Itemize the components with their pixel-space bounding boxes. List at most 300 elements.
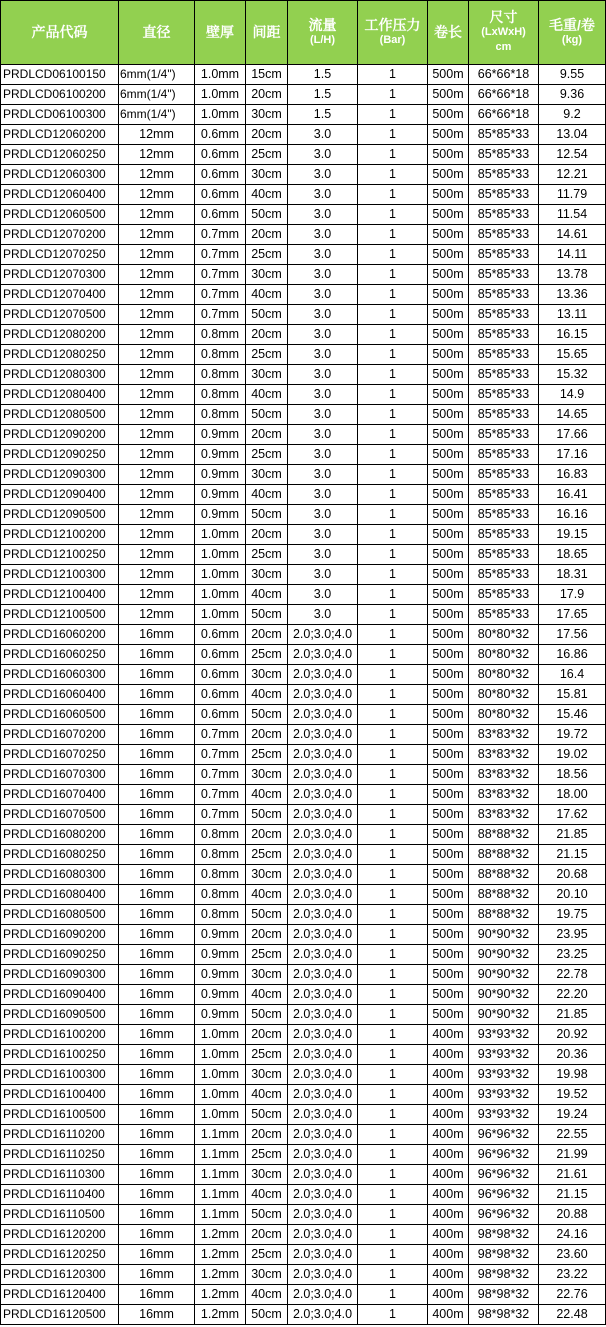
diameter-cell: 12mm (119, 445, 195, 465)
wall-cell: 1.0mm (195, 1025, 246, 1045)
size-cell: 85*85*33 (469, 285, 539, 305)
size-cell: 93*93*32 (469, 1105, 539, 1125)
flow-cell: 2.0;3.0;4.0 (288, 1085, 358, 1105)
diameter-cell: 12mm (119, 505, 195, 525)
wall-cell: 0.8mm (195, 365, 246, 385)
table-row (1, 1285, 606, 1305)
diameter-cell: 12mm (119, 565, 195, 585)
roll-length-cell: 500m (428, 105, 469, 125)
spacing-cell: 20cm (246, 225, 288, 245)
pressure-cell: 1 (358, 1165, 428, 1185)
weight-cell: 22.55 (539, 1125, 606, 1145)
diameter-cell: 12mm (119, 605, 195, 625)
wall-cell: 0.8mm (195, 385, 246, 405)
flow-cell: 2.0;3.0;4.0 (288, 1165, 358, 1185)
pressure-cell: 1 (358, 385, 428, 405)
flow-cell: 2.0;3.0;4.0 (288, 845, 358, 865)
wall-cell: 0.6mm (195, 625, 246, 645)
roll-length-cell: 400m (428, 1305, 469, 1325)
diameter-cell: 16mm (119, 1185, 195, 1205)
size-cell: 85*85*33 (469, 145, 539, 165)
table-row (1, 625, 606, 645)
weight-cell: 13.36 (539, 285, 606, 305)
pressure-cell: 1 (358, 265, 428, 285)
spacing-cell: 40cm (246, 985, 288, 1005)
diameter-cell: 12mm (119, 385, 195, 405)
spacing-cell: 20cm (246, 425, 288, 445)
table-row (1, 85, 606, 105)
table-row (1, 145, 606, 165)
header-wall: 壁厚 (195, 1, 246, 65)
flow-cell: 2.0;3.0;4.0 (288, 705, 358, 725)
flow-cell: 2.0;3.0;4.0 (288, 1005, 358, 1025)
size-cell: 85*85*33 (469, 265, 539, 285)
wall-cell: 1.2mm (195, 1245, 246, 1265)
size-cell: 88*88*32 (469, 825, 539, 845)
code-cell: PRDLCD16090400 (1, 985, 119, 1005)
pressure-cell: 1 (358, 505, 428, 525)
code-cell: PRDLCD12100200 (1, 525, 119, 545)
pressure-cell: 1 (358, 885, 428, 905)
pressure-cell: 1 (358, 325, 428, 345)
pressure-cell: 1 (358, 1065, 428, 1085)
diameter-cell: 16mm (119, 1045, 195, 1065)
roll-length-cell: 500m (428, 225, 469, 245)
size-cell: 96*96*32 (469, 1205, 539, 1225)
wall-cell: 0.7mm (195, 785, 246, 805)
roll-length-cell: 500m (428, 805, 469, 825)
size-cell: 98*98*32 (469, 1245, 539, 1265)
roll-length-cell: 500m (428, 125, 469, 145)
size-cell: 80*80*32 (469, 645, 539, 665)
table-row (1, 405, 606, 425)
code-cell: PRDLCD12060500 (1, 205, 119, 225)
wall-cell: 0.9mm (195, 485, 246, 505)
table-row (1, 1225, 606, 1245)
code-cell: PRDLCD12080400 (1, 385, 119, 405)
diameter-cell: 12mm (119, 345, 195, 365)
code-cell: PRDLCD12070400 (1, 285, 119, 305)
code-cell: PRDLCD16090250 (1, 945, 119, 965)
weight-cell: 21.85 (539, 825, 606, 845)
pressure-cell: 1 (358, 1245, 428, 1265)
size-cell: 85*85*33 (469, 225, 539, 245)
roll-length-cell: 400m (428, 1165, 469, 1185)
size-cell: 85*85*33 (469, 605, 539, 625)
table-header (1, 1, 606, 65)
size-cell: 96*96*32 (469, 1145, 539, 1165)
wall-cell: 1.1mm (195, 1145, 246, 1165)
diameter-cell: 12mm (119, 165, 195, 185)
size-cell: 85*85*33 (469, 565, 539, 585)
size-cell: 85*85*33 (469, 205, 539, 225)
flow-cell: 3.0 (288, 545, 358, 565)
roll-length-cell: 500m (428, 985, 469, 1005)
spacing-cell: 20cm (246, 325, 288, 345)
size-cell: 66*66*18 (469, 65, 539, 85)
spacing-cell: 25cm (246, 545, 288, 565)
wall-cell: 0.7mm (195, 245, 246, 265)
weight-cell: 17.66 (539, 425, 606, 445)
wall-cell: 1.1mm (195, 1205, 246, 1225)
spacing-cell: 25cm (246, 245, 288, 265)
flow-cell: 3.0 (288, 345, 358, 365)
size-cell: 80*80*32 (469, 705, 539, 725)
diameter-cell: 16mm (119, 825, 195, 845)
code-cell: PRDLCD16090200 (1, 925, 119, 945)
weight-cell: 20.10 (539, 885, 606, 905)
wall-cell: 0.6mm (195, 645, 246, 665)
roll-length-cell: 500m (428, 65, 469, 85)
roll-length-cell: 500m (428, 325, 469, 345)
table-row (1, 105, 606, 125)
spacing-cell: 25cm (246, 845, 288, 865)
wall-cell: 0.6mm (195, 165, 246, 185)
pressure-cell: 1 (358, 645, 428, 665)
pressure-cell: 1 (358, 1045, 428, 1065)
flow-cell: 3.0 (288, 305, 358, 325)
flow-cell: 2.0;3.0;4.0 (288, 1065, 358, 1085)
size-cell: 85*85*33 (469, 505, 539, 525)
spacing-cell: 30cm (246, 565, 288, 585)
weight-cell: 16.15 (539, 325, 606, 345)
table-row (1, 65, 606, 85)
table-row (1, 825, 606, 845)
table-row (1, 1085, 606, 1105)
spacing-cell: 25cm (246, 145, 288, 165)
weight-cell: 24.16 (539, 1225, 606, 1245)
spacing-cell: 25cm (246, 645, 288, 665)
size-cell: 85*85*33 (469, 385, 539, 405)
table-row (1, 245, 606, 265)
code-cell: PRDLCD12070500 (1, 305, 119, 325)
size-cell: 85*85*33 (469, 545, 539, 565)
spacing-cell: 50cm (246, 305, 288, 325)
spacing-cell: 30cm (246, 465, 288, 485)
code-cell: PRDLCD06100200 (1, 85, 119, 105)
code-cell: PRDLCD16070400 (1, 785, 119, 805)
pressure-cell: 1 (358, 565, 428, 585)
weight-cell: 15.32 (539, 365, 606, 385)
wall-cell: 0.7mm (195, 225, 246, 245)
size-cell: 96*96*32 (469, 1185, 539, 1205)
code-cell: PRDLCD12100400 (1, 585, 119, 605)
code-cell: PRDLCD12090200 (1, 425, 119, 445)
wall-cell: 0.8mm (195, 405, 246, 425)
pressure-cell: 1 (358, 805, 428, 825)
wall-cell: 1.2mm (195, 1265, 246, 1285)
spacing-cell: 40cm (246, 685, 288, 705)
roll-length-cell: 500m (428, 705, 469, 725)
spacing-cell: 20cm (246, 825, 288, 845)
wall-cell: 0.9mm (195, 505, 246, 525)
weight-cell: 20.92 (539, 1025, 606, 1045)
size-cell: 83*83*32 (469, 765, 539, 785)
code-cell: PRDLCD16120300 (1, 1265, 119, 1285)
pressure-cell: 1 (358, 105, 428, 125)
header-code: 产品代码 (1, 1, 119, 65)
table-row (1, 365, 606, 385)
size-cell: 80*80*32 (469, 685, 539, 705)
spacing-cell: 40cm (246, 1085, 288, 1105)
spacing-cell: 15cm (246, 65, 288, 85)
diameter-cell: 16mm (119, 1285, 195, 1305)
pressure-cell: 1 (358, 945, 428, 965)
code-cell: PRDLCD16100500 (1, 1105, 119, 1125)
roll-length-cell: 400m (428, 1065, 469, 1085)
diameter-cell: 16mm (119, 785, 195, 805)
pressure-cell: 1 (358, 1185, 428, 1205)
table-row (1, 725, 606, 745)
wall-cell: 0.8mm (195, 825, 246, 845)
code-cell: PRDLCD16110250 (1, 1145, 119, 1165)
wall-cell: 0.7mm (195, 285, 246, 305)
spacing-cell: 40cm (246, 385, 288, 405)
pressure-cell: 1 (358, 225, 428, 245)
code-cell: PRDLCD16080200 (1, 825, 119, 845)
flow-cell: 3.0 (288, 605, 358, 625)
pressure-cell: 1 (358, 205, 428, 225)
spacing-cell: 30cm (246, 265, 288, 285)
diameter-cell: 12mm (119, 125, 195, 145)
diameter-cell: 12mm (119, 225, 195, 245)
flow-cell: 2.0;3.0;4.0 (288, 1205, 358, 1225)
weight-cell: 9.2 (539, 105, 606, 125)
roll-length-cell: 500m (428, 505, 469, 525)
code-cell: PRDLCD12100500 (1, 605, 119, 625)
flow-cell: 3.0 (288, 245, 358, 265)
code-cell: PRDLCD16090300 (1, 965, 119, 985)
roll-length-cell: 500m (428, 945, 469, 965)
flow-cell: 2.0;3.0;4.0 (288, 745, 358, 765)
flow-cell: 2.0;3.0;4.0 (288, 945, 358, 965)
flow-cell: 1.5 (288, 105, 358, 125)
header-roll-length: 卷长 (428, 1, 469, 65)
spacing-cell: 20cm (246, 625, 288, 645)
wall-cell: 1.1mm (195, 1165, 246, 1185)
flow-cell: 2.0;3.0;4.0 (288, 1265, 358, 1285)
size-cell: 85*85*33 (469, 325, 539, 345)
code-cell: PRDLCD16100250 (1, 1045, 119, 1065)
size-cell: 88*88*32 (469, 885, 539, 905)
spacing-cell: 40cm (246, 485, 288, 505)
wall-cell: 0.7mm (195, 305, 246, 325)
spacing-cell: 30cm (246, 1065, 288, 1085)
code-cell: PRDLCD12070300 (1, 265, 119, 285)
flow-cell: 3.0 (288, 165, 358, 185)
flow-cell: 2.0;3.0;4.0 (288, 1045, 358, 1065)
diameter-cell: 12mm (119, 305, 195, 325)
spacing-cell: 40cm (246, 785, 288, 805)
spacing-cell: 40cm (246, 1185, 288, 1205)
code-cell: PRDLCD06100300 (1, 105, 119, 125)
table-row (1, 1165, 606, 1185)
table-row (1, 945, 606, 965)
pressure-cell: 1 (358, 1085, 428, 1105)
table-row (1, 285, 606, 305)
wall-cell: 1.0mm (195, 605, 246, 625)
code-cell: PRDLCD12070250 (1, 245, 119, 265)
pressure-cell: 1 (358, 365, 428, 385)
pressure-cell: 1 (358, 245, 428, 265)
header-pressure-unit: (Bar) (379, 33, 406, 46)
flow-cell: 3.0 (288, 505, 358, 525)
flow-cell: 3.0 (288, 145, 358, 165)
code-cell: PRDLCD16060400 (1, 685, 119, 705)
pressure-cell: 1 (358, 345, 428, 365)
diameter-cell: 16mm (119, 665, 195, 685)
table-row (1, 665, 606, 685)
weight-cell: 19.75 (539, 905, 606, 925)
flow-cell: 2.0;3.0;4.0 (288, 825, 358, 845)
pressure-cell: 1 (358, 1005, 428, 1025)
pressure-cell: 1 (358, 625, 428, 645)
pressure-cell: 1 (358, 605, 428, 625)
roll-length-cell: 500m (428, 165, 469, 185)
flow-cell: 3.0 (288, 465, 358, 485)
table-row (1, 325, 606, 345)
weight-cell: 23.95 (539, 925, 606, 945)
size-cell: 83*83*32 (469, 785, 539, 805)
diameter-cell: 6mm(1/4") (119, 85, 195, 105)
table-row (1, 565, 606, 585)
pressure-cell: 1 (358, 965, 428, 985)
weight-cell: 11.79 (539, 185, 606, 205)
table-row (1, 845, 606, 865)
code-cell: PRDLCD16080300 (1, 865, 119, 885)
roll-length-cell: 500m (428, 865, 469, 885)
diameter-cell: 12mm (119, 365, 195, 385)
wall-cell: 0.7mm (195, 805, 246, 825)
size-cell: 90*90*32 (469, 925, 539, 945)
weight-cell: 23.60 (539, 1245, 606, 1265)
table-row (1, 345, 606, 365)
diameter-cell: 16mm (119, 805, 195, 825)
weight-cell: 22.78 (539, 965, 606, 985)
pressure-cell: 1 (358, 785, 428, 805)
size-cell: 88*88*32 (469, 845, 539, 865)
pressure-cell: 1 (358, 405, 428, 425)
code-cell: PRDLCD06100150 (1, 65, 119, 85)
table-row (1, 545, 606, 565)
spacing-cell: 40cm (246, 285, 288, 305)
pressure-cell: 1 (358, 1265, 428, 1285)
header-weight-unit: (kg) (561, 33, 583, 46)
weight-cell: 19.98 (539, 1065, 606, 1085)
weight-cell: 16.41 (539, 485, 606, 505)
weight-cell: 16.4 (539, 665, 606, 685)
diameter-cell: 16mm (119, 625, 195, 645)
diameter-cell: 16mm (119, 1165, 195, 1185)
pressure-cell: 1 (358, 545, 428, 565)
weight-cell: 13.04 (539, 125, 606, 145)
size-cell: 66*66*18 (469, 105, 539, 125)
wall-cell: 0.7mm (195, 725, 246, 745)
spacing-cell: 20cm (246, 925, 288, 945)
spacing-cell: 30cm (246, 1165, 288, 1185)
code-cell: PRDLCD16060300 (1, 665, 119, 685)
roll-length-cell: 500m (428, 405, 469, 425)
roll-length-cell: 400m (428, 1105, 469, 1125)
wall-cell: 0.9mm (195, 465, 246, 485)
table-row (1, 1125, 606, 1145)
diameter-cell: 12mm (119, 525, 195, 545)
size-cell: 98*98*32 (469, 1305, 539, 1325)
roll-length-cell: 500m (428, 265, 469, 285)
flow-cell: 3.0 (288, 225, 358, 245)
wall-cell: 1.1mm (195, 1185, 246, 1205)
pressure-cell: 1 (358, 585, 428, 605)
roll-length-cell: 500m (428, 145, 469, 165)
wall-cell: 0.8mm (195, 905, 246, 925)
pressure-cell: 1 (358, 1105, 428, 1125)
flow-cell: 2.0;3.0;4.0 (288, 765, 358, 785)
diameter-cell: 16mm (119, 1225, 195, 1245)
spacing-cell: 20cm (246, 725, 288, 745)
roll-length-cell: 400m (428, 1245, 469, 1265)
roll-length-cell: 500m (428, 425, 469, 445)
table-row (1, 265, 606, 285)
diameter-cell: 16mm (119, 1205, 195, 1225)
roll-length-cell: 500m (428, 525, 469, 545)
size-cell: 85*85*33 (469, 345, 539, 365)
table-row (1, 445, 606, 465)
spacing-cell: 20cm (246, 1125, 288, 1145)
spacing-cell: 40cm (246, 185, 288, 205)
pressure-cell: 1 (358, 825, 428, 845)
flow-cell: 3.0 (288, 585, 358, 605)
spacing-cell: 50cm (246, 805, 288, 825)
weight-cell: 17.56 (539, 625, 606, 645)
roll-length-cell: 500m (428, 765, 469, 785)
header-weight: 毛重/卷 (kg) (539, 1, 606, 65)
table-row (1, 125, 606, 145)
wall-cell: 0.9mm (195, 1005, 246, 1025)
diameter-cell: 16mm (119, 1125, 195, 1145)
spacing-cell: 30cm (246, 1265, 288, 1285)
pressure-cell: 1 (358, 1205, 428, 1225)
spacing-cell: 25cm (246, 1045, 288, 1065)
roll-length-cell: 400m (428, 1125, 469, 1145)
weight-cell: 9.36 (539, 85, 606, 105)
diameter-cell: 16mm (119, 885, 195, 905)
roll-length-cell: 400m (428, 1085, 469, 1105)
roll-length-cell: 400m (428, 1025, 469, 1045)
header-spacing: 间距 (246, 1, 288, 65)
code-cell: PRDLCD12060400 (1, 185, 119, 205)
weight-cell: 16.83 (539, 465, 606, 485)
roll-length-cell: 500m (428, 725, 469, 745)
roll-length-cell: 400m (428, 1205, 469, 1225)
table-row (1, 1005, 606, 1025)
spacing-cell: 50cm (246, 505, 288, 525)
code-cell: PRDLCD12090500 (1, 505, 119, 525)
code-cell: PRDLCD16110500 (1, 1205, 119, 1225)
wall-cell: 0.8mm (195, 345, 246, 365)
code-cell: PRDLCD12090400 (1, 485, 119, 505)
code-cell: PRDLCD16120250 (1, 1245, 119, 1265)
wall-cell: 1.1mm (195, 1125, 246, 1145)
weight-cell: 16.86 (539, 645, 606, 665)
spacing-cell: 30cm (246, 165, 288, 185)
wall-cell: 0.6mm (195, 125, 246, 145)
pressure-cell: 1 (358, 145, 428, 165)
flow-cell: 2.0;3.0;4.0 (288, 805, 358, 825)
pressure-cell: 1 (358, 705, 428, 725)
weight-cell: 19.52 (539, 1085, 606, 1105)
weight-cell: 18.31 (539, 565, 606, 585)
roll-length-cell: 500m (428, 905, 469, 925)
